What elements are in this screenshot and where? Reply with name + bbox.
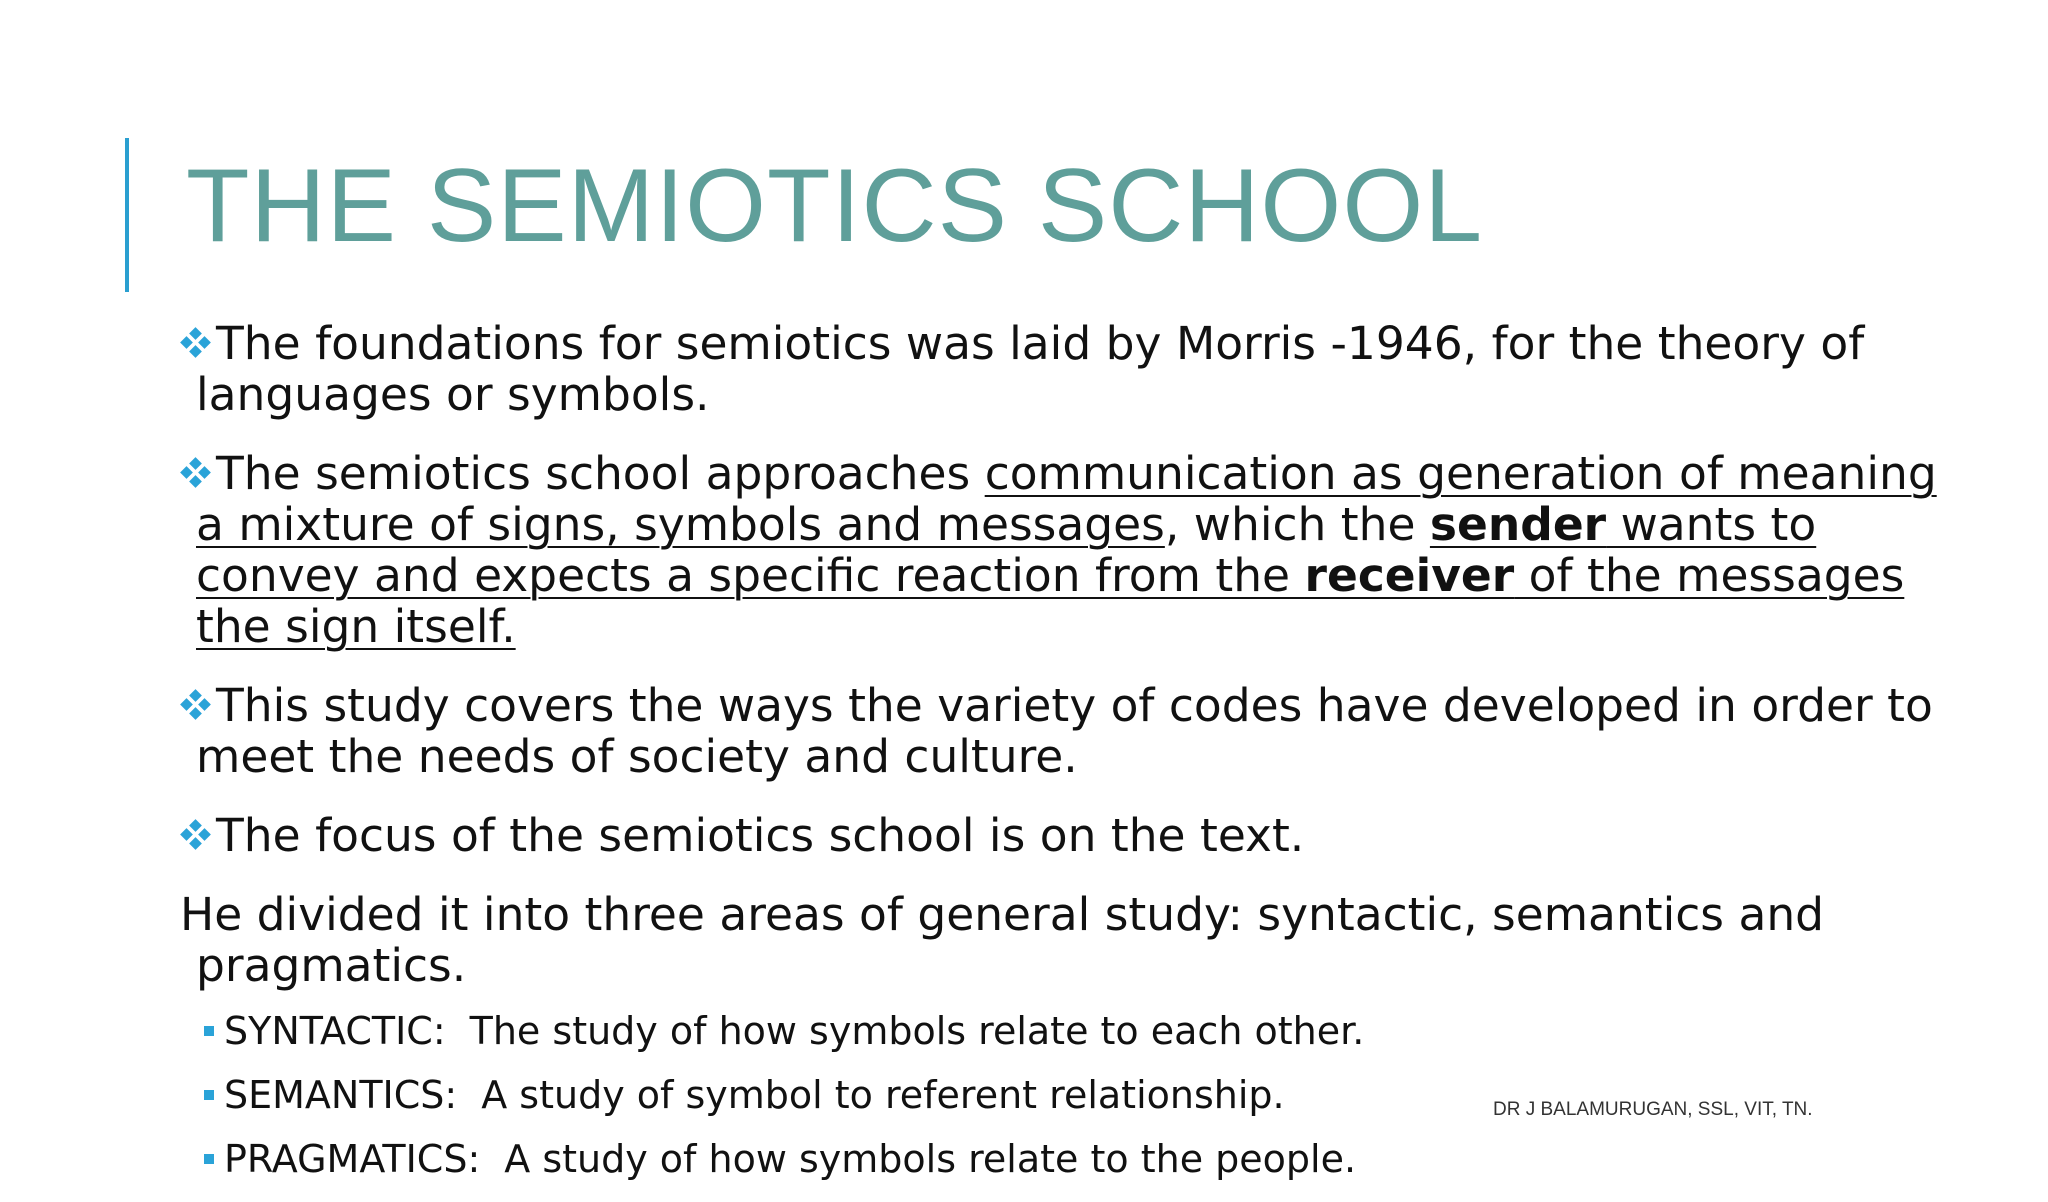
underlined-phrase: of the messages the sign itself.: [196, 549, 1905, 653]
bullet-text-mid: , which the: [1164, 498, 1430, 551]
subitem-label: SEMANTICS:: [224, 1073, 458, 1117]
body-paragraph: He divided it into three areas of general study: syntactic, semantics and pragmatics.: [180, 888, 1825, 992]
bullet-item: [178, 680, 1978, 782]
subitem-text: A study of symbol to referent relationship.: [481, 1073, 1285, 1117]
subitem-label: SYNTACTIC:: [224, 1009, 446, 1053]
subitem-label: PRAGMATICS:: [224, 1137, 481, 1181]
bullet-item: [178, 318, 1978, 420]
subitem-text: The study of how symbols relate to each other.: [469, 1009, 1365, 1053]
square-bullet-icon: [204, 1090, 214, 1100]
square-bullet-icon: [204, 1154, 214, 1164]
subitem-list: [204, 1010, 1364, 1202]
bullet-item: [178, 448, 1978, 652]
title-accent-bar: [125, 138, 129, 292]
four-diamond-bullet-icon: [178, 453, 216, 493]
underlined-phrase: wants to convey and expects a specific reaction from the: [196, 498, 1817, 602]
subitem-text: A study of how symbols relate to the people.: [504, 1137, 1357, 1181]
subitem-syntactic: [204, 1010, 1364, 1052]
slide-footer-credit: DR J BALAMURUGAN, SSL, VIT, TN.: [1493, 1099, 1813, 1120]
subitem-pragmatics: [204, 1138, 1364, 1180]
bullet-text: The foundations for semiotics was laid by Morris -1946, for the theory of languages or symbols.: [196, 317, 1865, 421]
bold-term-receiver: receiver: [1304, 549, 1515, 602]
underlined-phrase: communication as generation of meaning a mixture of signs, symbols and messages: [196, 447, 1937, 551]
bullet-text: The focus of the semiotics school is on the text.: [216, 809, 1305, 862]
four-diamond-bullet-icon: [178, 815, 216, 855]
slide-body: [178, 318, 1978, 991]
bullet-text-lead: The semiotics school approaches: [216, 447, 985, 500]
subitem-semantics: [204, 1074, 1364, 1116]
bullet-item: [178, 810, 1978, 861]
slide-title: THE SEMIOTICS SCHOOL: [186, 148, 1484, 264]
bold-term-sender: sender: [1429, 498, 1607, 551]
four-diamond-bullet-icon: [178, 685, 216, 725]
four-diamond-bullet-icon: [178, 323, 216, 363]
square-bullet-icon: [204, 1026, 214, 1036]
bullet-text: This study covers the ways the variety of codes have developed in order to meet the needs of society and culture.: [196, 679, 1933, 783]
